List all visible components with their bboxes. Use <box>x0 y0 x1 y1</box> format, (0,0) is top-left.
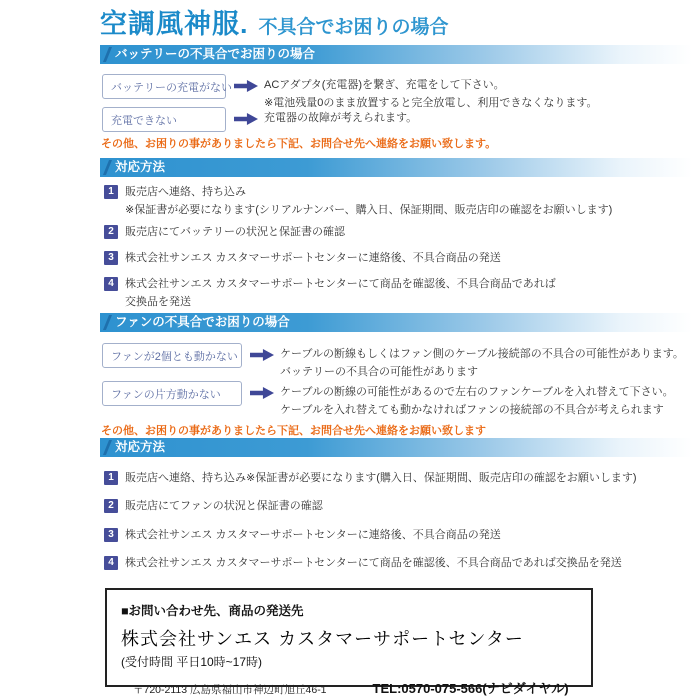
step-item-4 <box>104 276 556 311</box>
fault-explanation-line: 充電器の故障が考えられます。 <box>264 112 418 124</box>
step-text <box>125 275 556 311</box>
fault-label-box <box>102 381 242 406</box>
step-item-3 <box>104 527 501 544</box>
step-number-badge: 3 <box>104 528 118 542</box>
step-text <box>125 469 637 487</box>
step-text-line: 株式会社サンエス カスタマーサポートセンターに連絡後、不具合商品の発送 <box>125 529 501 541</box>
fault-explanation-line: ケーブルの断線の可能性があるので左右のファンケーブルを入れ替えて下さい。 <box>280 386 674 398</box>
step-item-3 <box>104 250 501 267</box>
step-text-line: 販売店にてバッテリーの状況と保証書の確認 <box>125 226 345 238</box>
step-text <box>125 497 323 515</box>
section-header-response-battery <box>100 158 692 177</box>
fault-explanation-line: ACアダプタ(充電器)を繋ぎ、充電をして下さい。 <box>264 79 505 91</box>
contact-notice-fan: その他、お困りの事がありましたら下記、お問合せ先へ連絡をお願い致します <box>101 425 486 437</box>
page-subtitle: 不具合でお困りの場合 <box>258 17 449 38</box>
contact-phone: TEL:0570-075-566(ナビダイヤル) <box>372 681 569 696</box>
section-header-fan-label: ファンの不具合でお困りの場合 <box>115 315 290 329</box>
brand-title: 空調風神服. <box>100 9 249 39</box>
step-text <box>125 554 622 572</box>
step-item-2 <box>104 224 345 241</box>
step-item-2 <box>104 498 323 515</box>
contact-heading: ■お問い合わせ先、商品の発送先 <box>121 604 304 618</box>
fault-label: ファンの片方動かない <box>111 388 221 401</box>
step-text-line: 株式会社サンエス カスタマーサポートセンターにて商品を確認後、不具合商品であれば <box>125 278 556 290</box>
contact-box <box>105 588 593 696</box>
step-text <box>125 183 612 219</box>
fault-explanation-line: ケーブルを入れ替えても動かなければファンの接続部の不具合が考えられます <box>280 404 664 416</box>
step-text-line: 株式会社サンエス カスタマーサポートセンターに連絡後、不具合商品の発送 <box>125 252 501 264</box>
arrow-right-icon <box>250 386 274 400</box>
fault-label-box <box>102 343 242 368</box>
section-header-battery-label: バッテリーの不具合でお困りの場合 <box>115 47 316 61</box>
page-title <box>100 2 449 41</box>
fault-label: バッテリーの充電がない <box>111 81 232 94</box>
step-number-badge: 2 <box>104 499 118 513</box>
step-item-1 <box>104 470 637 487</box>
step-number-badge: 2 <box>104 225 118 239</box>
step-text-line: ※保証書が必要になります(シリアルナンバー、購入日、保証期間、販売店印の確認をお願いします) <box>125 204 613 216</box>
step-item-4 <box>104 555 622 572</box>
contact-company-name: 株式会社サンエス カスタマーサポートセンター <box>121 629 524 649</box>
section-header-response-label: 対応方法 <box>115 160 166 174</box>
step-text-line: 販売店へ連絡、持ち込み <box>125 186 246 198</box>
step-number-badge: 1 <box>104 471 118 485</box>
fault-explanation-line: ※電池残量0のまま放置すると完全放電し、利用できなくなります。 <box>264 97 598 109</box>
step-number-badge: 1 <box>104 185 118 199</box>
step-text-line: 販売店にてファンの状況と保証書の確認 <box>125 500 323 512</box>
fault-explanation <box>280 383 674 419</box>
fault-row-one-fan <box>102 381 674 419</box>
section-header-response-label: 対応方法 <box>115 440 166 454</box>
fault-explanation-line: バッテリーの不具合の可能性があります <box>280 366 478 378</box>
step-text <box>125 249 501 267</box>
fault-explanation <box>280 345 684 381</box>
step-text <box>125 526 501 544</box>
fault-label-box <box>102 107 226 132</box>
arrow-right-icon <box>250 348 274 362</box>
contact-notice-battery: その他、お困りの事がありましたら下記、お問合せ先へ連絡をお願い致します。 <box>101 138 497 150</box>
section-header-battery <box>100 45 692 64</box>
step-text <box>125 223 345 241</box>
step-number-badge: 4 <box>104 277 118 291</box>
fault-row-cannot-charge <box>102 107 417 132</box>
contact-address: 〒720-2113 広島県福山市神辺町旭丘46-1 <box>133 684 327 696</box>
step-text-line: 交換品を発送 <box>125 296 191 308</box>
step-number-badge: 3 <box>104 251 118 265</box>
step-text-line: 株式会社サンエス カスタマーサポートセンターにて商品を確認後、不具合商品であれば交換品を発送 <box>125 557 622 569</box>
arrow-right-icon <box>234 112 258 126</box>
fault-label-box <box>102 74 232 99</box>
arrow-right-icon <box>234 79 258 93</box>
fault-explanation-line: ケーブルの断線もしくはファン側のケーブル接続部の不具合の可能性があります。 <box>280 348 684 360</box>
section-header-fan <box>100 313 692 332</box>
fault-label: 充電できない <box>111 114 177 127</box>
fault-row-both-fans <box>102 343 684 381</box>
section-header-response-fan <box>100 438 692 457</box>
step-text-line: 販売店へ連絡、持ち込み※保証書が必要になります(購入日、保証期間、販売店印の確認をお願いします) <box>125 472 637 484</box>
contact-hours: (受付時間 平日10時~17時) <box>121 655 263 669</box>
contact-footer <box>121 678 577 697</box>
step-item-1 <box>104 184 612 219</box>
fault-label: ファンが2個とも動かない <box>111 350 238 363</box>
step-number-badge: 4 <box>104 556 118 570</box>
fault-explanation <box>264 109 417 127</box>
